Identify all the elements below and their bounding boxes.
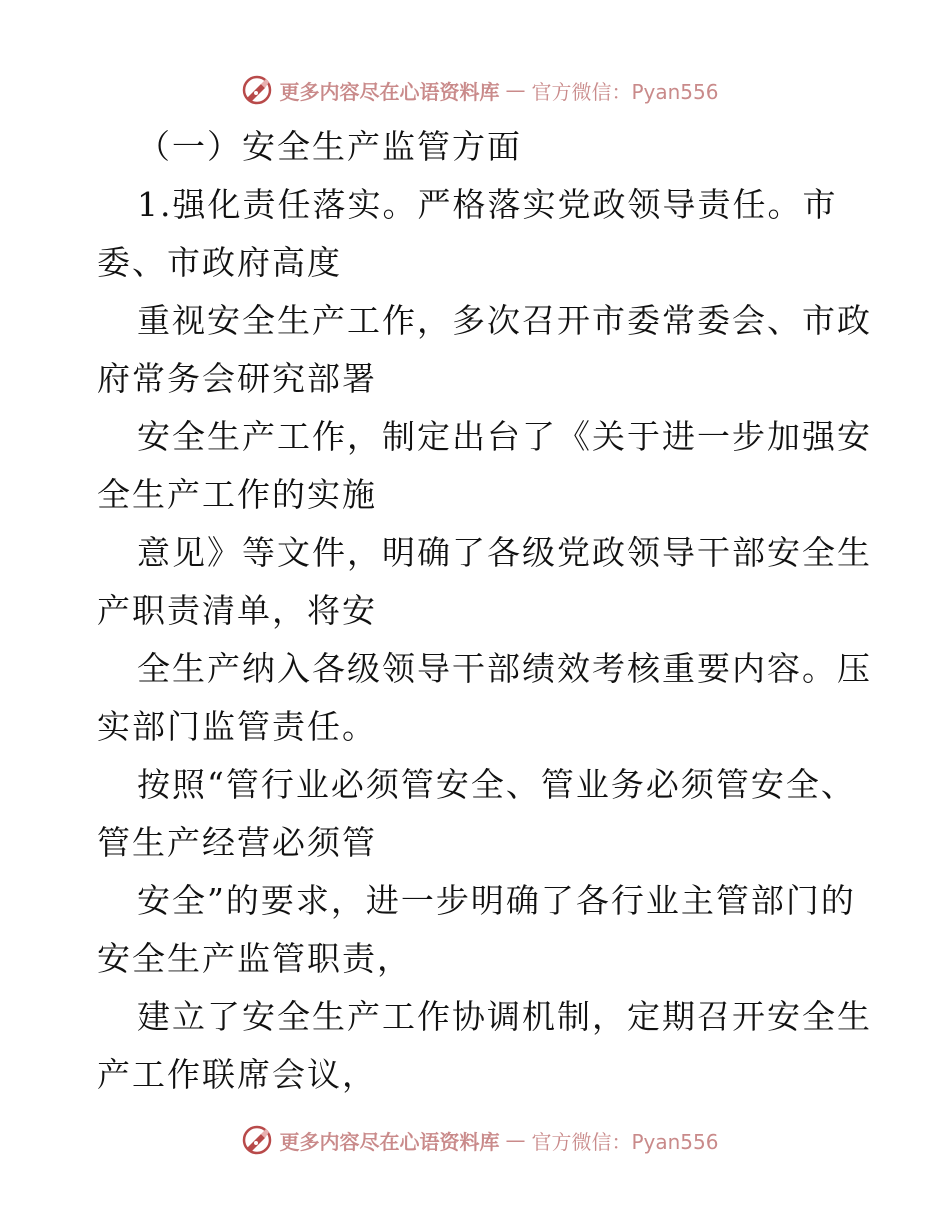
document-line: 安全”的要求，进一步明确了各行业主管部门的 — [137, 881, 856, 920]
watermark-brand-text: 更多内容尽在心语资料库 — [279, 1129, 500, 1154]
watermark-dash: — — [505, 78, 526, 102]
footer-watermark — [0, 1120, 950, 1160]
watermark-group — [241, 74, 718, 106]
document-line: 产工作联席会议， — [97, 1055, 377, 1094]
document-line: （一）安全生产监管方面 — [137, 127, 522, 166]
watermark-dash: — — [505, 1128, 526, 1152]
pen-nib-logo-icon — [241, 74, 273, 106]
document-line: 按照“管行业必须管安全、管业务必须管安全、 — [137, 765, 856, 804]
document-line: 管生产经营必须管 — [97, 823, 377, 862]
document-line: 重视安全生产工作，多次召开市委常委会、市政 — [137, 301, 872, 340]
document-line: 委、市政府高度 — [97, 243, 342, 282]
document-line: 全生产纳入各级领导干部绩效考核重要内容。压 — [137, 649, 872, 688]
pen-nib-logo-icon — [241, 1124, 273, 1156]
document-line: 安全生产监管职责， — [97, 939, 412, 978]
document-line: 产职责清单，将安 — [97, 591, 377, 630]
document-line: 意见》等文件，明确了各级党政领导干部安全生 — [137, 533, 872, 572]
document-line: 1.强化责任落实。严格落实党政领导责任。市 — [137, 185, 838, 224]
document-line: 全生产工作的实施 — [97, 475, 377, 514]
watermark-wechat-text: 官方微信：Pyan556 — [531, 79, 719, 104]
document-body — [97, 118, 872, 1104]
document-line: 安全生产工作，制定出台了《关于进一步加强安 — [137, 417, 872, 456]
document-line: 建立了安全生产工作协调机制，定期召开安全生 — [137, 997, 872, 1036]
header-watermark — [0, 70, 950, 110]
document-line: 府常务会研究部署 — [97, 359, 377, 398]
watermark-brand-text: 更多内容尽在心语资料库 — [279, 79, 500, 104]
document-line: 实部门监管责任。 — [97, 707, 377, 746]
watermark-group — [241, 1124, 718, 1156]
watermark-wechat-text: 官方微信：Pyan556 — [531, 1129, 719, 1154]
